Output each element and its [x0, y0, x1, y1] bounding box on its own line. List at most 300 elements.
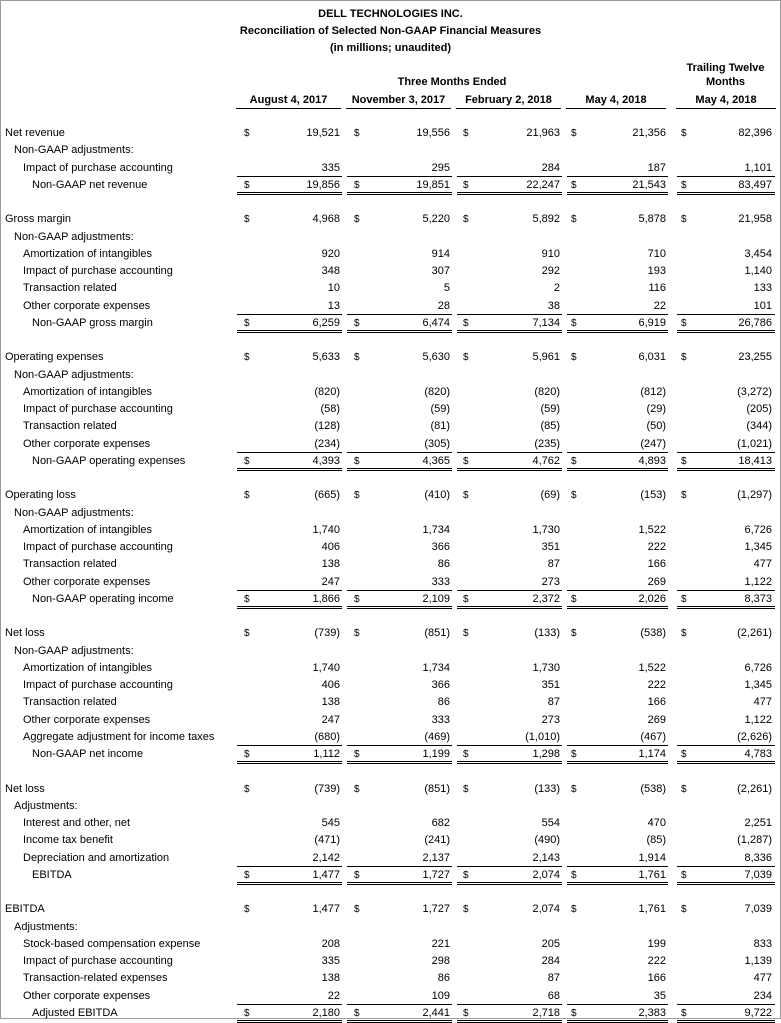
cell-value: 1,174	[638, 748, 666, 760]
row-label: Amortization of intangibles	[23, 523, 153, 536]
cell-value: 1,522	[638, 661, 666, 674]
cell-value: (1,287)	[737, 834, 772, 847]
currency-symbol: $	[244, 352, 250, 364]
currency-symbol: $	[681, 783, 687, 795]
currency-symbol: $	[354, 214, 360, 226]
currency-symbol: $	[244, 455, 250, 467]
cell-value: (851)	[424, 782, 450, 795]
cell-value: 2,383	[638, 1006, 666, 1019]
cell-value: 6,726	[744, 523, 772, 536]
cell-value: (128)	[314, 420, 340, 433]
table-row	[1, 694, 780, 711]
currency-symbol: $	[354, 128, 360, 139]
row-label: Net revenue	[5, 127, 65, 139]
cell-value: 1,345	[744, 679, 772, 691]
cell-value: (58)	[320, 403, 340, 415]
cell-value: 2,372	[532, 592, 560, 605]
cell-value: 1,477	[312, 868, 340, 881]
cell-value: 87	[547, 558, 560, 571]
total-double-rule	[677, 604, 775, 609]
cell-value: (820)	[534, 385, 560, 398]
cell-value: (467)	[640, 730, 666, 743]
total-double-rule	[347, 604, 452, 609]
table-row	[1, 988, 780, 1005]
row-label: Impact of purchase accounting	[23, 161, 173, 174]
report-subtitle: (in millions; unaudited)	[330, 42, 451, 54]
cell-value: 1,345	[744, 541, 772, 553]
cell-value: (1,297)	[737, 489, 772, 502]
currency-symbol: $	[354, 904, 360, 916]
cell-value: 554	[541, 817, 560, 829]
currency-symbol: $	[354, 628, 360, 640]
cell-value: (85)	[540, 420, 560, 433]
cell-value: (1,010)	[525, 730, 560, 743]
currency-symbol: $	[681, 128, 687, 139]
cell-value: 273	[541, 713, 560, 726]
row-label: Non-GAAP operating expenses	[32, 454, 186, 467]
cell-value: 247	[321, 713, 340, 726]
currency-symbol: $	[681, 628, 687, 640]
cell-value: (133)	[534, 627, 560, 640]
row-label: Impact of purchase accounting	[23, 955, 173, 967]
total-double-rule	[237, 466, 342, 471]
cell-value: 109	[431, 989, 450, 1002]
total-row	[1, 315, 780, 332]
cell-value: 1,122	[744, 575, 772, 588]
cell-value: 833	[753, 937, 772, 950]
cell-value: (2,261)	[737, 782, 772, 795]
cell-value: (820)	[314, 385, 340, 398]
row-label: EBITDA	[5, 903, 45, 916]
row-label: Other corporate expenses	[23, 299, 151, 312]
row-label: Other corporate expenses	[23, 713, 151, 726]
table-row	[1, 436, 780, 453]
cell-value: (1,021)	[737, 437, 772, 450]
row-label: Impact of purchase accounting	[23, 679, 173, 691]
cell-value: 138	[321, 558, 340, 571]
currency-symbol: $	[681, 490, 687, 502]
cell-value: 682	[431, 817, 450, 829]
currency-symbol: $	[244, 869, 250, 881]
cell-value: 19,521	[306, 127, 340, 139]
cell-value: 166	[647, 696, 666, 709]
total-double-rule	[677, 759, 775, 764]
total-double-rule	[237, 190, 342, 195]
total-double-rule	[347, 880, 452, 885]
total-double-rule	[677, 328, 775, 333]
column-header-nov-2017: November 3, 2017	[346, 92, 451, 109]
currency-symbol: $	[571, 628, 577, 640]
table-row	[1, 815, 780, 832]
cell-value: 2	[553, 282, 560, 295]
table-row	[1, 142, 780, 159]
total-double-rule	[567, 190, 668, 195]
cell-value: (3,272)	[737, 385, 772, 398]
cell-value: 914	[431, 247, 450, 260]
total-double-rule	[457, 759, 562, 764]
cell-value: 295	[431, 161, 450, 174]
currency-symbol: $	[463, 490, 469, 502]
row-label: Transaction-related expenses	[23, 972, 168, 985]
row-label: Interest and other, net	[23, 817, 131, 829]
cell-value: 23,255	[738, 351, 772, 364]
row-label: Impact of purchase accounting	[23, 541, 173, 553]
cell-value: 4,365	[422, 454, 450, 467]
total-double-rule	[567, 759, 668, 764]
table-row	[1, 970, 780, 987]
table-row	[1, 953, 780, 970]
table-row	[1, 539, 780, 556]
cell-value: 6,259	[312, 316, 340, 329]
cell-value: 4,968	[312, 213, 340, 226]
currency-symbol: $	[244, 749, 250, 760]
currency-symbol: $	[571, 490, 577, 502]
total-double-rule	[347, 328, 452, 333]
cell-value: 269	[647, 575, 666, 588]
row-label: Impact of purchase accounting	[23, 265, 173, 277]
cell-value: 477	[753, 558, 772, 571]
table-row	[1, 229, 780, 246]
cell-value: 366	[431, 541, 450, 553]
currency-symbol: $	[681, 179, 687, 191]
total-double-rule	[567, 604, 668, 609]
cell-value: 21,543	[632, 178, 666, 191]
cell-value: 138	[321, 696, 340, 709]
cell-value: 5,220	[422, 213, 450, 226]
cell-value: (50)	[646, 420, 666, 433]
total-row	[1, 591, 780, 608]
row-label: Net loss	[5, 627, 45, 640]
cell-value: 83,497	[738, 178, 772, 191]
cell-value: 273	[541, 575, 560, 588]
total-double-rule	[457, 328, 562, 333]
cell-value: 284	[541, 161, 560, 174]
row-label: Non-GAAP adjustments:	[14, 230, 134, 243]
cell-value: 222	[647, 679, 666, 691]
currency-symbol: $	[463, 593, 469, 605]
cell-value: 1,101	[744, 161, 772, 174]
cell-value: 21,963	[526, 127, 560, 139]
table-row	[1, 712, 780, 729]
cell-value: 292	[541, 265, 560, 277]
cell-value: 335	[321, 955, 340, 967]
cell-value: 5,892	[532, 213, 560, 226]
cell-value: 116	[648, 282, 666, 295]
table-row	[1, 418, 780, 435]
total-row	[1, 177, 780, 194]
cell-value: 5,961	[532, 351, 560, 364]
currency-symbol: $	[463, 628, 469, 640]
cell-value: 1,761	[638, 868, 666, 881]
table-row	[1, 574, 780, 591]
cell-value: 470	[647, 817, 666, 829]
cell-value: 28	[437, 299, 450, 312]
row-label: Income tax benefit	[23, 834, 113, 847]
row-label: Non-GAAP adjustments:	[14, 644, 134, 657]
row-label: Gross margin	[5, 213, 72, 226]
cell-value: (410)	[424, 489, 450, 502]
currency-symbol: $	[354, 783, 360, 795]
cell-value: 2,251	[744, 817, 772, 829]
table-row	[1, 936, 780, 953]
row-label: Aggregate adjustment for income taxes	[23, 730, 215, 743]
currency-symbol: $	[244, 490, 250, 502]
total-double-rule	[237, 328, 342, 333]
table-row	[1, 298, 780, 315]
table-row	[1, 832, 780, 849]
row-label: Transaction related	[23, 696, 117, 709]
currency-symbol: $	[463, 317, 469, 329]
cell-value: 9,722	[744, 1006, 772, 1019]
total-double-rule	[347, 759, 452, 764]
table-row	[1, 625, 780, 642]
table-row	[1, 798, 780, 815]
row-label: Non-GAAP net revenue	[32, 178, 148, 191]
row-label: Stock-based compensation expense	[23, 937, 201, 950]
total-double-rule	[237, 604, 342, 609]
cell-value: 1,740	[312, 661, 340, 674]
currency-symbol: $	[463, 179, 469, 191]
cell-value: 4,893	[638, 454, 666, 467]
company-name: DELL TECHNOLOGIES INC.	[318, 8, 463, 20]
row-label: Adjustments:	[14, 799, 78, 812]
cell-value: 1,727	[422, 903, 450, 916]
cell-value: 1,298	[532, 748, 560, 760]
currency-symbol: $	[244, 179, 250, 191]
cell-value: (247)	[640, 437, 666, 450]
table-row	[1, 522, 780, 539]
cell-value: (305)	[424, 437, 450, 450]
cell-value: 22,247	[526, 178, 560, 191]
row-label: Operating expenses	[5, 351, 104, 364]
cell-value: 910	[541, 247, 560, 260]
cell-value: (81)	[430, 420, 450, 433]
cell-value: 1,140	[744, 265, 772, 277]
table-row	[1, 263, 780, 280]
currency-symbol: $	[681, 214, 687, 226]
total-double-rule	[567, 466, 668, 471]
cell-value: 101	[753, 299, 772, 312]
cell-value: 406	[321, 679, 340, 691]
cell-value: 284	[541, 955, 560, 967]
cell-value: 3,454	[744, 247, 772, 260]
total-double-rule	[677, 190, 775, 195]
cell-value: 86	[437, 558, 450, 571]
table-row	[1, 729, 780, 746]
table-row	[1, 556, 780, 573]
currency-symbol: $	[571, 214, 577, 226]
cell-value: (820)	[424, 385, 450, 398]
cell-value: 1,122	[744, 713, 772, 726]
table-row	[1, 901, 780, 918]
cell-value: 2,074	[532, 868, 560, 881]
table-row	[1, 487, 780, 504]
cell-value: 366	[431, 679, 450, 691]
cell-value: (538)	[640, 627, 666, 640]
cell-value: 269	[647, 713, 666, 726]
cell-value: 2,074	[532, 903, 560, 916]
cell-value: 2,441	[422, 1006, 450, 1019]
row-label: Non-GAAP net income	[32, 748, 144, 760]
currency-symbol: $	[463, 869, 469, 881]
cell-value: 22	[327, 989, 340, 1002]
currency-symbol: $	[681, 455, 687, 467]
cell-value: 2,026	[638, 592, 666, 605]
row-label: Net loss	[5, 782, 45, 795]
cell-value: 26,786	[738, 316, 772, 329]
table-row	[1, 660, 780, 677]
currency-symbol: $	[244, 904, 250, 916]
cell-value: 1,914	[638, 851, 666, 864]
cell-value: 5	[443, 282, 450, 295]
table-row	[1, 384, 780, 401]
total-double-rule	[567, 880, 668, 885]
cell-value: 1,740	[312, 523, 340, 536]
cell-value: 82,396	[738, 127, 772, 139]
table-row	[1, 349, 780, 366]
cell-value: 4,783	[744, 748, 772, 760]
table-row	[1, 280, 780, 297]
cell-value: 21,356	[632, 127, 666, 139]
cell-value: 477	[753, 972, 772, 985]
currency-symbol: $	[354, 352, 360, 364]
cell-value: 6,726	[744, 661, 772, 674]
total-double-rule	[457, 880, 562, 885]
total-double-rule	[347, 190, 452, 195]
cell-value: 333	[431, 713, 450, 726]
cell-value: 6,919	[638, 316, 666, 329]
total-double-rule	[457, 604, 562, 609]
cell-value: 86	[437, 696, 450, 709]
total-double-rule	[457, 190, 562, 195]
table-row	[1, 919, 780, 936]
cell-value: (153)	[640, 489, 666, 502]
row-label: Non-GAAP operating income	[32, 592, 174, 605]
row-label: Amortization of intangibles	[23, 385, 153, 398]
total-double-rule	[567, 328, 668, 333]
cell-value: 38	[547, 299, 560, 312]
cell-value: (133)	[534, 782, 560, 795]
cell-value: 10	[327, 282, 340, 295]
three-months-ended-header: Three Months Ended	[397, 76, 507, 88]
cell-value: 208	[321, 937, 340, 950]
row-label: EBITDA	[32, 868, 72, 881]
row-label: Depreciation and amortization	[23, 851, 170, 864]
table-row	[1, 211, 780, 228]
total-double-rule	[237, 880, 342, 885]
table-row	[1, 401, 780, 418]
cell-value: 234	[753, 989, 772, 1002]
currency-symbol: $	[244, 214, 250, 226]
currency-symbol: $	[571, 869, 577, 881]
cell-value: 4,393	[312, 454, 340, 467]
cell-value: 406	[321, 541, 340, 553]
cell-value: (739)	[314, 627, 340, 640]
cell-value: (812)	[640, 385, 666, 398]
cell-value: 18,413	[738, 454, 772, 467]
cell-value: 8,336	[744, 851, 772, 864]
cell-value: (234)	[314, 437, 340, 450]
cell-value: 1,139	[744, 955, 772, 967]
cell-value: 35	[653, 989, 666, 1002]
row-label: Amortization of intangibles	[23, 247, 153, 260]
currency-symbol: $	[354, 317, 360, 329]
currency-symbol: $	[571, 317, 577, 329]
cell-value: 4,762	[532, 454, 560, 467]
cell-value: 5,878	[638, 213, 666, 226]
cell-value: 2,143	[532, 851, 560, 864]
cell-value: 2,142	[312, 851, 340, 864]
cell-value: (344)	[746, 420, 772, 433]
currency-symbol: $	[354, 749, 360, 760]
total-row	[1, 746, 780, 763]
currency-symbol: $	[244, 128, 250, 139]
currency-symbol: $	[244, 1007, 250, 1019]
cell-value: 6,474	[422, 316, 450, 329]
cell-value: 1,199	[422, 748, 450, 760]
table-row	[1, 160, 780, 177]
cell-value: 710	[647, 247, 666, 260]
cell-value: (2,626)	[737, 730, 772, 743]
cell-value: 7,039	[744, 903, 772, 916]
total-double-rule	[677, 466, 775, 471]
cell-value: 2,137	[422, 851, 450, 864]
row-label: Non-GAAP adjustments:	[14, 506, 134, 519]
cell-value: 920	[321, 247, 340, 260]
currency-symbol: $	[681, 1007, 687, 1019]
table-row	[1, 781, 780, 798]
currency-symbol: $	[244, 317, 250, 329]
column-header-may-2018: May 4, 2018	[566, 92, 666, 109]
cell-value: (241)	[424, 834, 450, 847]
table-row	[1, 125, 780, 142]
column-header-feb-2018: February 2, 2018	[456, 92, 561, 109]
currency-symbol: $	[463, 783, 469, 795]
currency-symbol: $	[681, 317, 687, 329]
currency-symbol: $	[463, 214, 469, 226]
cell-value: 7,134	[532, 316, 560, 329]
row-label: Amortization of intangibles	[23, 661, 153, 674]
table-row	[1, 246, 780, 263]
months-header: Months	[705, 76, 746, 88]
currency-symbol: $	[571, 179, 577, 191]
cell-value: 351	[541, 541, 560, 553]
currency-symbol: $	[571, 749, 577, 760]
cell-value: 222	[647, 955, 666, 967]
cell-value: 1,112	[313, 748, 340, 760]
row-label: Transaction related	[23, 558, 117, 571]
row-label: Non-GAAP adjustments:	[14, 368, 134, 381]
total-row	[1, 867, 780, 884]
cell-value: 1,477	[312, 903, 340, 916]
row-label: Operating loss	[5, 489, 76, 502]
cell-value: 87	[547, 696, 560, 709]
currency-symbol: $	[571, 1007, 577, 1019]
currency-symbol: $	[463, 352, 469, 364]
row-label: Impact of purchase accounting	[23, 403, 173, 415]
cell-value: 1,727	[422, 868, 450, 881]
cell-value: 2,718	[532, 1006, 560, 1019]
cell-value: 133	[753, 282, 772, 295]
cell-value: 333	[431, 575, 450, 588]
currency-symbol: $	[244, 593, 250, 605]
cell-value: 298	[431, 955, 450, 967]
cell-value: 1,866	[312, 592, 340, 605]
cell-value: 221	[431, 937, 450, 950]
cell-value: (69)	[540, 489, 560, 502]
currency-symbol: $	[354, 455, 360, 467]
cell-value: 1,522	[638, 523, 666, 536]
